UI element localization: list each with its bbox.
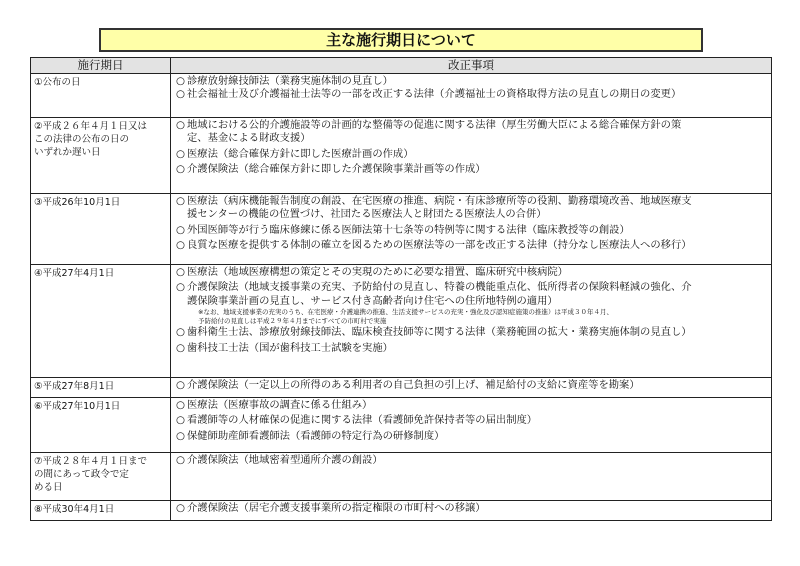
table-header-row bbox=[31, 58, 772, 74]
row-items bbox=[171, 118, 772, 194]
list-item: ○ 良質な医療を提供する体制の確立を図るための医療法等の一部を改正する法律（持分なし医療法人への移行） bbox=[176, 239, 692, 252]
list-item: ○ 社会福祉士及び介護福祉士法等の一部を改正する法律（介護福祉士の資格取得方法の見直しの期日の変更） bbox=[176, 88, 682, 101]
row-items bbox=[171, 265, 772, 378]
list-item: ○ 外国医師等が行う臨床修練に係る医師法第十七条等の特例等に関する法律（臨床教授等の創設） bbox=[176, 223, 630, 236]
header-items: 改正事項 bbox=[171, 58, 772, 74]
row-items bbox=[171, 501, 772, 521]
list-item: ○ 介護保険法（総合確保方針に即した介護保険事業計画等の作成） bbox=[176, 163, 486, 176]
list-item: ○ 医療法（総合確保方針に即した医療計画の作成） bbox=[176, 147, 414, 160]
list-item: ○ 地域における公的介護施設等の計画的な整備等の促進に関する法律（厚生労働大臣による総合確保方針の策 定、基金による財政支援） bbox=[176, 119, 682, 145]
list-item: ○ 歯科技工士法（国が歯科技工士試験を実施） bbox=[176, 341, 393, 354]
row-items bbox=[171, 378, 772, 398]
table-row bbox=[31, 74, 772, 118]
row-date: ④平成27年4月1日 bbox=[31, 265, 171, 378]
row-date: ⑦平成２８年４月１日まで の間にあって政令で定 める日 bbox=[31, 453, 171, 501]
list-item: ○ 看護師等の人材確保の促進に関する法律（看護師免許保持者等の届出制度） bbox=[176, 414, 538, 427]
page-title: 主な施行期日について bbox=[99, 28, 703, 52]
row-date: ③平成26年10月1日 bbox=[31, 194, 171, 265]
row-date: ⑤平成27年8月1日 bbox=[31, 378, 171, 398]
list-item: ○ 保健師助産師看護師法（看護師の特定行為の研修制度） bbox=[176, 429, 445, 442]
table-row bbox=[31, 118, 772, 194]
table-row bbox=[31, 194, 772, 265]
table-row bbox=[31, 501, 772, 521]
list-item: ○ 介護保険法（一定以上の所得のある利用者の自己負担の引上げ、補足給付の支給に資産等を勘案） bbox=[176, 379, 640, 391]
row-items bbox=[171, 194, 772, 265]
row-items bbox=[171, 74, 772, 118]
row-date: ⑥平成27年10月1日 bbox=[31, 398, 171, 453]
list-item: ○ 診療放射線技師法（業務実施体制の見直し） bbox=[176, 75, 393, 87]
row-date: ⑧平成30年4月1日 bbox=[31, 501, 171, 521]
table-row bbox=[31, 453, 772, 501]
list-item: ○ 医療法（病床機能報告制度の創設、在宅医療の推進、病院・有床診療所等の役割、勤務環境改善、地域医療支 援センターの機能の位置づけ、社団たる医療法人と財団たる医療法人の合併） bbox=[176, 195, 692, 221]
header-date: 施行期日 bbox=[31, 58, 171, 74]
row-date: ①公布の日 bbox=[31, 74, 171, 118]
list-item: ○ 医療法（地域医療構想の策定とその実現のために必要な措置、臨床研究中核病院） bbox=[176, 266, 568, 278]
list-item: ○ 介護保険法（地域密着型通所介護の創設） bbox=[176, 454, 383, 466]
row-items bbox=[171, 453, 772, 501]
footnote: ※なお、地域支援事業の充実のうち、在宅医療・介護連携の推進、生活支援サービスの充実・強化及び認知症施策の推進）は平成３０年４月、 予防給付の見直しは平成２９年４月までにすべての市町村で実施 bbox=[198, 308, 613, 326]
list-item: ○ 歯科衛生士法、診療放射線技師法、臨床検査技師等に関する法律（業務範囲の拡大・業務実施体制の見直し） bbox=[176, 326, 692, 339]
row-date: ②平成２６年４月１日又は この法律の公布の日の いずれか遅い日 bbox=[31, 118, 171, 194]
list-item: ○ 介護保険法（地域支援事業の充実、予防給付の見直し、特養の機能重点化、低所得者の保険料軽減の強化、介 護保険事業計画の見直し、サービス付き高齢者向け住宅への住所地特例の適用） bbox=[176, 281, 692, 307]
list-item: ○ 介護保険法（居宅介護支援事業所の指定権限の市町村への移譲） bbox=[176, 502, 486, 514]
row-items bbox=[171, 398, 772, 453]
table-row bbox=[31, 265, 772, 378]
list-item: ○ 医療法（医療事故の調査に係る仕組み） bbox=[176, 399, 373, 411]
table-row bbox=[31, 398, 772, 453]
enforcement-date-table bbox=[30, 57, 772, 521]
table-row bbox=[31, 378, 772, 398]
